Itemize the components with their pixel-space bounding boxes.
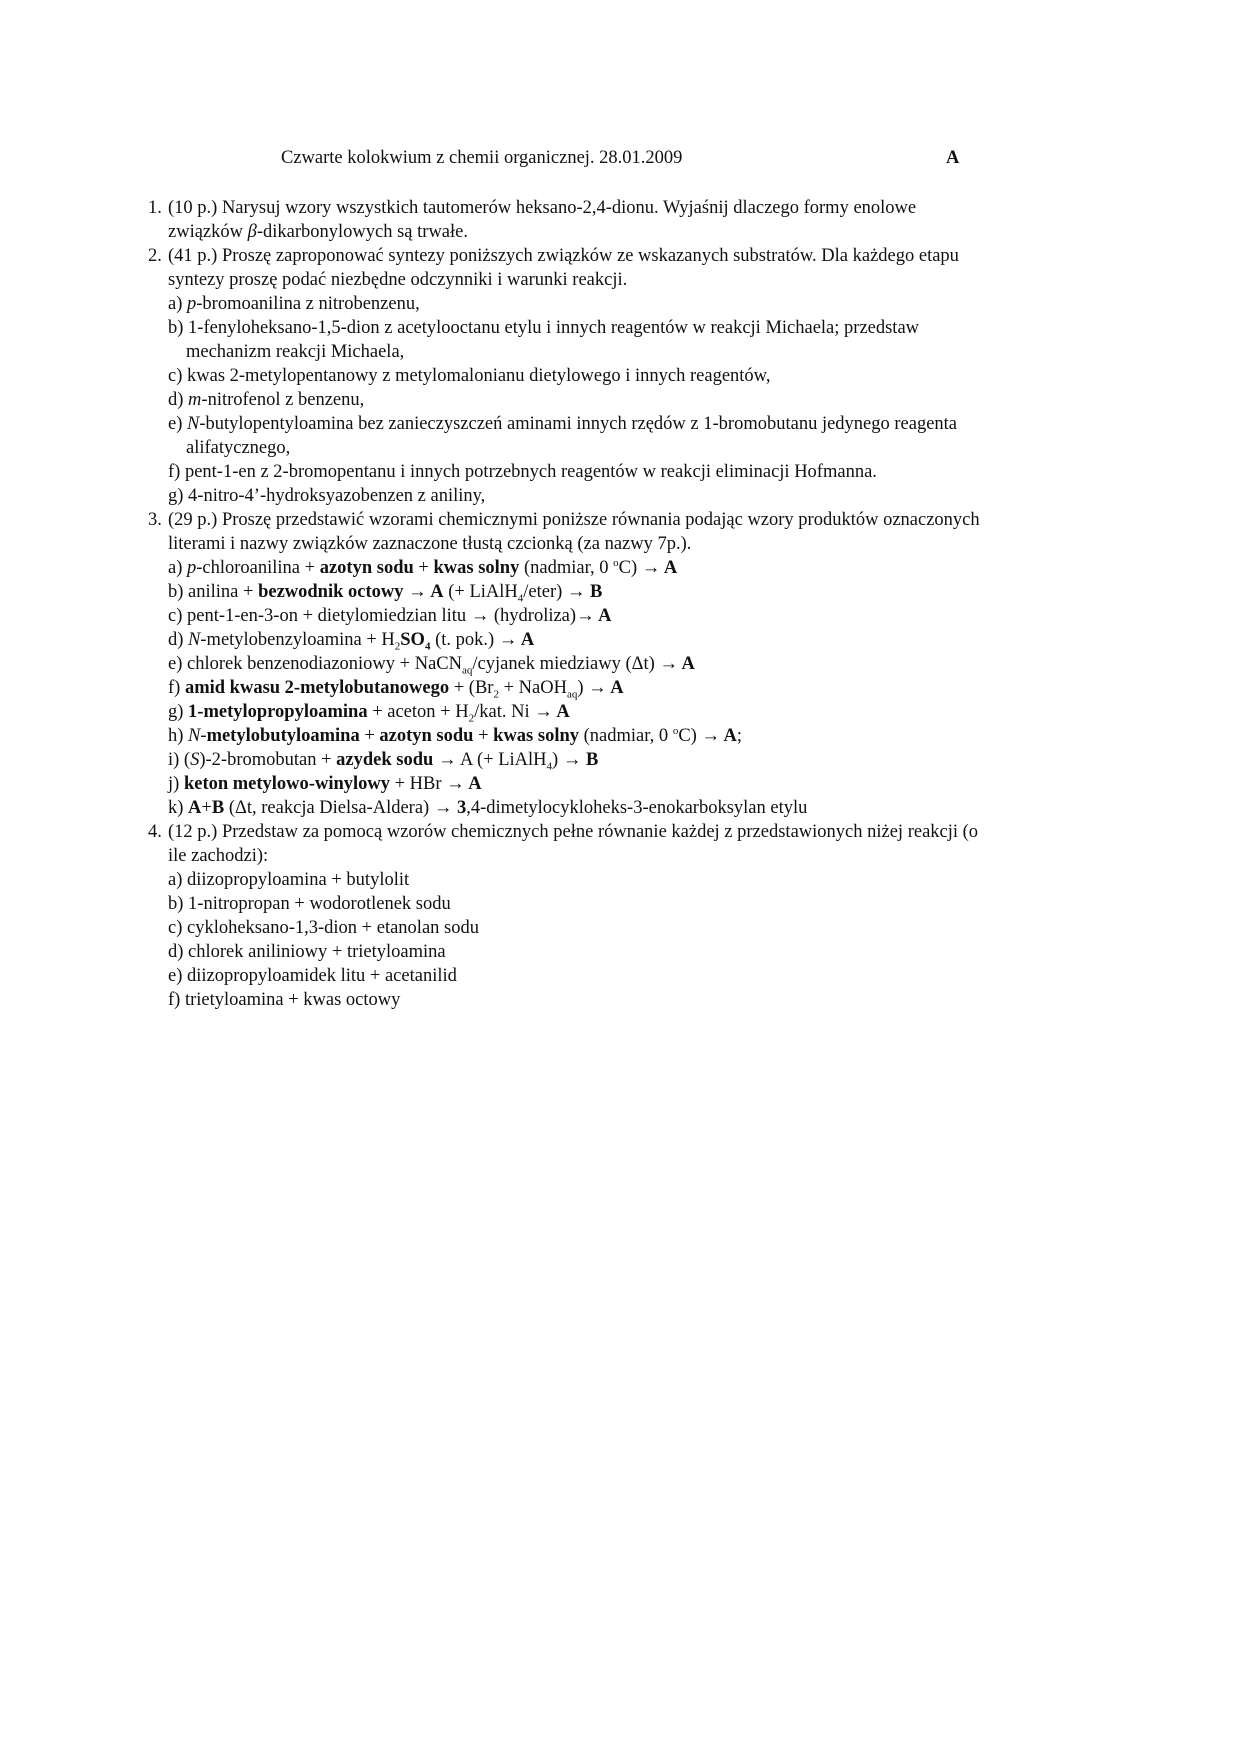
question-item: b) 1-nitropropan + wodorotlenek sodu: [168, 894, 451, 914]
question-item: d) m-nitrofenol z benzenu,: [168, 390, 365, 410]
question-item: f) pent-1-en z 2-bromopentanu i innych potrzebnych reagentów w reakcji eliminacji Hofmanna.: [168, 462, 877, 482]
question-item: d) N-metylobenzyloamina + $H_2SO_4$ (t. pok.) → A: [168, 630, 535, 653]
question-item: b) 1-fenyloheksano-1,5-dion z acetylooctanu etylu i innych reagentów w reakcji Michaela; przedstaw mechanizm reakcji Michaela,: [168, 318, 920, 362]
question-item: e) diizopropyloamidek litu + acetanilid: [168, 966, 457, 986]
question-item: j) keton metylowo-winylowy + HBr → A: [168, 774, 482, 794]
question-item: a) p-bromoanilina z nitrobenzenu,: [168, 294, 420, 314]
question-item: h) N-metylobutyloamina + azotyn sodu + kwas solny (nadmiar, 0 $^o$C) → A;: [168, 724, 743, 746]
question-item: c) cykloheksano-1,3-dion + etanolan sodu: [168, 918, 479, 938]
question-number: 3.: [148, 510, 162, 530]
question-item: i) (S)-2-bromobutan + azydek sodu → A (+ LiAlH$_4$) → B: [168, 750, 599, 773]
question-item: b) anilina + bezwodnik octowy → A (+ LiAlH$_4$/eter) → B: [168, 582, 603, 605]
question-1: [148, 196, 1088, 244]
question-item: e) N-butylopentyloamina bez zanieczyszczeń aminami innych rzędów z 1-bromobutanu jedynego reagenta alifatycznego,: [168, 414, 958, 458]
document-title: Czwarte kolokwium z chemii organicznej. 28.01.2009: [281, 148, 683, 168]
exam-variant: A: [946, 148, 960, 168]
question-item: a) p-chloroanilina + azotyn sodu + kwas solny (nadmiar, 0 $^o$C) → A: [168, 556, 678, 578]
question-item: f) amid kwasu 2-metylobutanowego + ($Br_2$ + NaOH$_{aq}$) → A: [168, 678, 624, 701]
question-heading: (29 p.) Proszę przedstawić wzorami chemicznymi poniższe równania podając wzory produktów oznaczonych literami i nazwy związków zaznaczone tłustą czcionką (za nazwy 7p.).: [168, 510, 980, 554]
question-2: [148, 244, 1088, 508]
question-item: d) chlorek aniliniowy + trietyloamina: [168, 942, 446, 962]
question-heading: (10 p.) Narysuj wzory wszystkich tautomerów heksano-2,4-dionu. Wyjaśnij dlaczego formy enolowe związków β-dikarbonylowych są trwałe.: [168, 198, 917, 242]
question-item: e) chlorek benzenodiazoniowy + NaCN$_{aq}$/cyjanek miedziawy (Δt) → A: [168, 654, 695, 677]
question-4: [148, 820, 1088, 1012]
question-item: f) trietyloamina + kwas octowy: [168, 990, 401, 1010]
question-number: 4.: [148, 822, 162, 842]
questions-list: [148, 196, 1088, 1012]
question-heading: (41 p.) Proszę zaproponować syntezy poniższych związków ze wskazanych substratów. Dla każdego etapu syntezy proszę podać niezbędne odczynniki i warunki reakcji.: [168, 246, 959, 290]
question-item: c) kwas 2-metylopentanowy z metylomalonianu dietylowego i innych reagentów,: [168, 366, 771, 386]
question-item: a) diizopropyloamina + butylolit: [168, 870, 410, 890]
question-item: g) 1-metylopropyloamina + aceton + $H_2$/kat. Ni → A: [168, 702, 570, 725]
question-number: 2.: [148, 246, 162, 266]
question-3: [148, 508, 1088, 820]
question-number: 1.: [148, 198, 162, 218]
question-item: g) 4-nitro-4’-hydroksyazobenzen z aniliny,: [168, 486, 486, 506]
question-heading: (12 p.) Przedstaw za pomocą wzorów chemicznych pełne równanie każdej z przedstawionych niżej reakcji (o ile zachodzi):: [168, 822, 979, 866]
question-item: k) A+B (Δt, reakcja Dielsa-Aldera) → 3,4-dimetylocykloheks-3-enokarboksylan etylu: [168, 798, 808, 818]
question-item: c) pent-1-en-3-on + dietylomiedzian litu → (hydroliza)→ A: [168, 606, 612, 626]
